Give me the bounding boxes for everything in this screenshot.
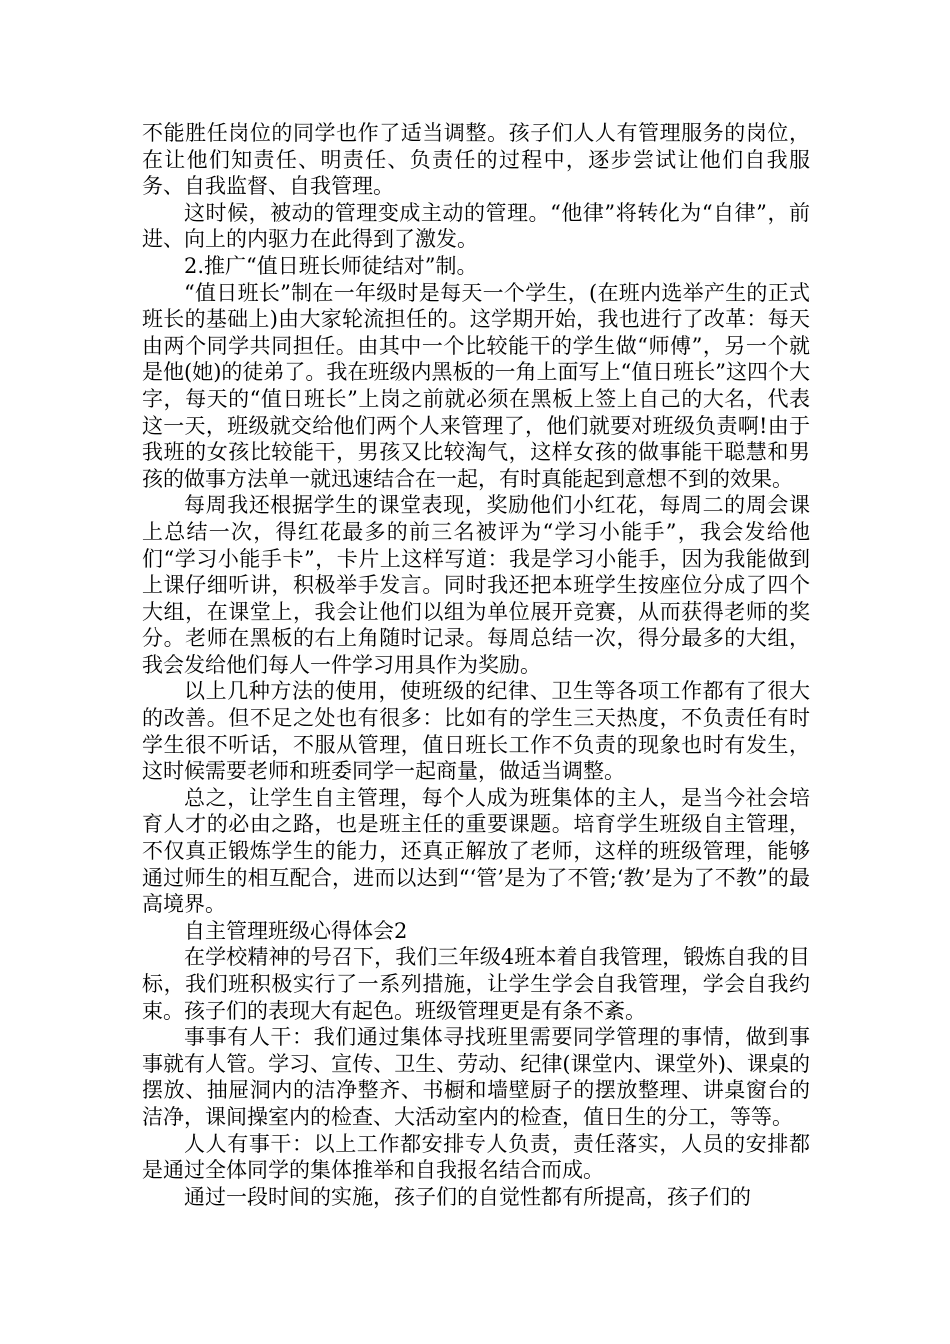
section-heading: 2.推广“值日班长师徒结对”制。 (184, 253, 478, 278)
paragraph: 总之，让学生自主管理，每个人成为班集体的主人，是当今社会培育人才的必由之路，也是班主任的重要课题。培育学生班级自主管理，不仅真正锻炼学生的能力，还真正解放了老师，这样的班级管理，能够通过师生的相互配合，进而以达到“‘管’是为了不管;‘教’是为了不教”的最高境界。 (142, 785, 810, 917)
paragraph: “值日班长”制在一年级时是每天一个学生，(在班内选举产生的正式班长的基础上)由大家轮流担任的。这学期开始，我也进行了改革：每天由两个同学共同担任。由其中一个比较能干的学生做“师傅”，另一个就是他(她)的徒弟了。我在班级内黑板的一角上面写上“值日班长”这四个大字，每天的“值日班长”上岗之前就必须在黑板上签上自己的大名，代表这一天，班级就交给他们两个人来管理了，他们就要对班级负责啊!由于我班的女孩比较能干，男孩又比较淘气，这样女孩的做事能干聪慧和男孩的做事方法单一就迅速结合在一起，有时真能起到意想不到的效果。 (142, 280, 810, 491)
document-body (142, 120, 810, 1210)
paragraph: 通过一段时间的实施，孩子们的自觉性都有所提高，孩子们的 (184, 1184, 751, 1209)
article-title: 自主管理班级心得体会2 (184, 918, 408, 943)
paragraph: 事事有人干：我们通过集体寻找班里需要同学管理的事情，做到事事就有人管。学习、宣传、卫生、劳动、纪律(课堂内、课堂外)、课桌的摆放、抽屉洞内的洁净整齐、书橱和墙壁厨子的摆放整理、讲桌窗台的洁净，课间操室内的检查、大活动室内的检查，值日生的分工，等等。 (142, 1025, 810, 1129)
paragraph: 每周我还根据学生的课堂表现，奖励他们小红花，每周二的周会课上总结一次，得红花最多的前三名被评为“学习小能手”，我会发给他们“学习小能手卡”，卡片上这样写道：我是学习小能手，因为我能做到上课仔细听讲，积极举手发言。同时我还把本班学生按座位分成了四个大组，在课堂上，我会让他们以组为单位展开竞赛，从而获得老师的奖分。老师在黑板的右上角随时记录。每周总结一次，得分最多的大组，我会发给他们每人一件学习用具作为奖励。 (142, 493, 810, 677)
paragraph: 人人有事干：以上工作都安排专人负责，责任落实，人员的安排都是通过全体同学的集体推举和自我报名结合而成。 (142, 1131, 810, 1183)
paragraph: 不能胜任岗位的同学也作了适当调整。孩子们人人有管理服务的岗位，在让他们知责任、明责任、负责任的过程中，逐步尝试让他们自我服务、自我监督、自我管理。 (142, 121, 810, 199)
paragraph: 在学校精神的号召下，我们三年级4班本着自我管理，锻炼自我的目标，我们班积极实行了一系列措施，让学生学会自我管理，学会自我约束。孩子们的表现大有起色。班级管理更是有条不紊。 (142, 945, 810, 1023)
paragraph: 以上几种方法的使用，使班级的纪律、卫生等各项工作都有了很大的改善。但不足之处也有很多：比如有的学生三天热度，不负责任有时学生很不听话，不服从管理，值日班长工作不负责的现象也时有发生，这时候需要老师和班委同学一起商量，做适当调整。 (142, 679, 810, 784)
paragraph: 这时候，被动的管理变成主动的管理。“他律”将转化为“自律”，前进、向上的内驱力在此得到了激发。 (142, 200, 810, 252)
